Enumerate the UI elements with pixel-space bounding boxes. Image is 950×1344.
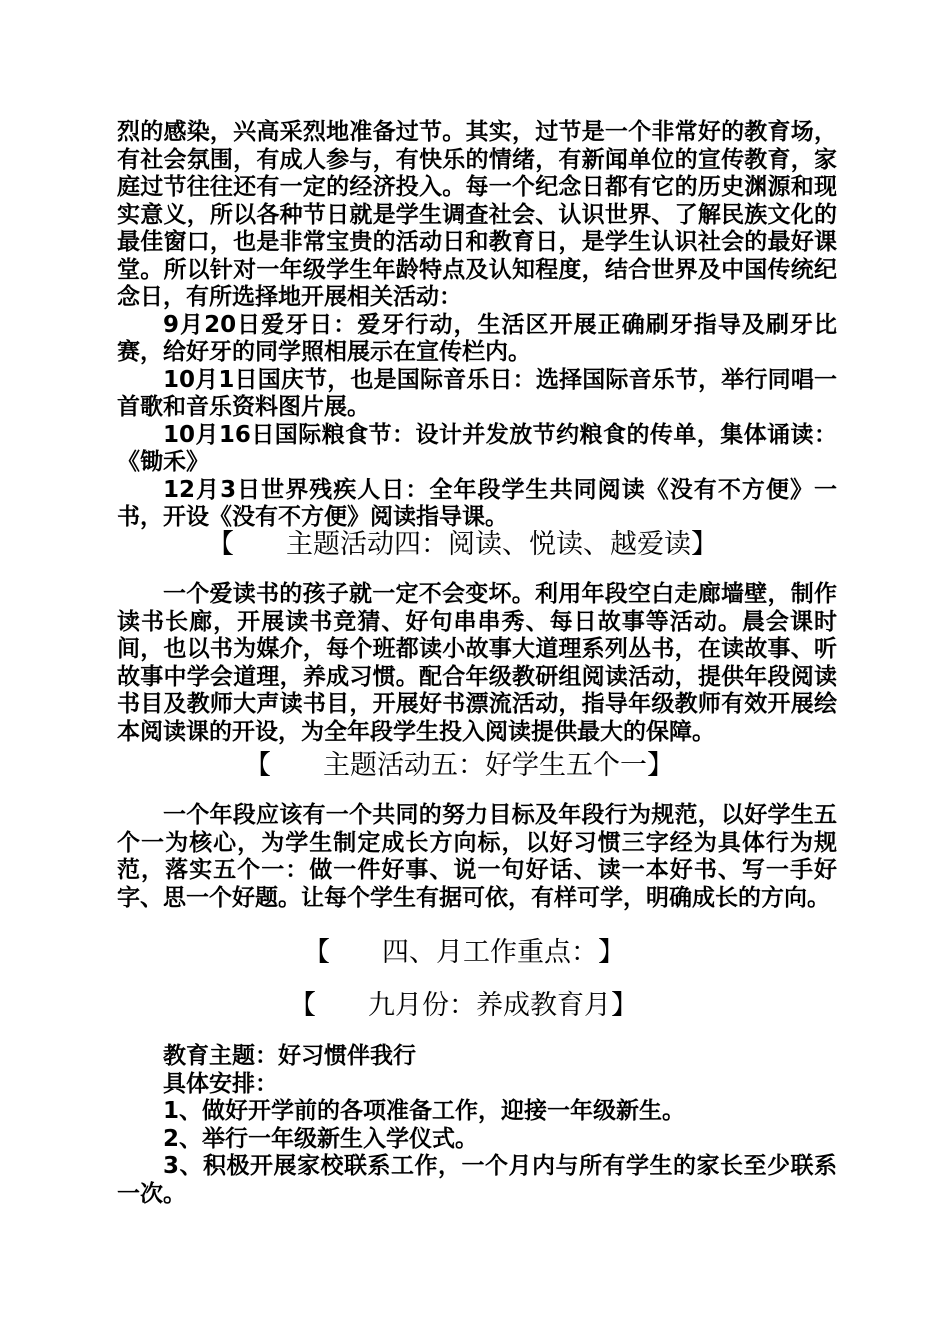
heading-section-4: 【 四、月工作重点：】 xyxy=(303,937,625,968)
plan-step-3: 3、积极开展家校联系工作，一个月内与所有学生的家长至少联系一次。 xyxy=(117,1153,837,1207)
festival-item-1203: 12月3日世界残疾人日：全年段学生共同阅读《没有不方便》一书，开设《没有不方便》阅读指导课。 xyxy=(117,476,837,530)
education-theme: 教育主题：好习惯伴我行 xyxy=(163,1043,416,1069)
intro-paragraph: 烈的感染，兴高采烈地准备过节。其实，过节是一个非常好的教育场，有社会氛围，有成人参与，有快乐的情绪，有新闻单位的宣传教育，家庭过节往往还有一定的经济投入。每一个纪念日都有它的历史渊源和现实意义，所以各种节日就是学生调查社会、认识世界、了解民族文化的最佳窗口，也是非常宝贵的活动日和教育日，是学生认识社会的最好课堂。所以针对一年级学生年龄特点及认知程度，结合世界及中国传统纪念日，有所选择地开展相关活动： xyxy=(117,119,837,310)
heading-activity-4: 【 主题活动四：阅读、悦读、越爱读】 xyxy=(207,529,718,560)
festival-section xyxy=(117,119,837,532)
reading-section xyxy=(117,581,837,746)
heading-activity-4-text: 主题活动四：阅读、悦读、越爱读 xyxy=(286,529,691,560)
festival-item-1016: 10月16日国际粮食节：设计并发放节约粮食的传单，集体诵读：《锄禾》 xyxy=(117,421,837,475)
heading-september: 【 九月份：养成教育月】 xyxy=(289,990,638,1021)
arrangement-label: 具体安排： xyxy=(163,1070,278,1097)
plan-step-1: 1、做好开学前的各项准备工作，迎接一年级新生。 xyxy=(163,1098,686,1124)
festival-item-0920: 9月20日爱牙日：爱牙行动，生活区开展正确刷牙指导及刷牙比赛，给好牙的同学照相展示在宣传栏内。 xyxy=(117,311,837,365)
five-paragraph: 一个年段应该有一个共同的努力目标及年段行为规范，以好学生五个一为核心，为学生制定成长方向标，以好习惯三字经为具体行为规范，落实五个一：做一件好事、说一句好话、读一本好书、写一手好字、思一个好题。让每个学生有据可依，有样可学，明确成长的方向。 xyxy=(117,802,837,911)
heading-activity-5: 【 主题活动五：好学生五个一】 xyxy=(244,750,674,781)
heading-section-4-text: 四、月工作重点： xyxy=(382,937,598,968)
festival-item-1001: 10月1日国庆节，也是国际音乐日：选择国际音乐节，举行同唱一首歌和音乐资料图片展。 xyxy=(117,366,837,420)
heading-activity-5-text: 主题活动五：好学生五个一 xyxy=(323,750,647,781)
reading-paragraph: 一个爱读书的孩子就一定不会变坏。利用年段空白走廊墙壁，制作读书长廊，开展读书竞猜、好句串串秀、每日故事等活动。晨会课时间，也以书为媒介，每个班都读小故事大道理系列丛书，在读故事、听故事中学会道理，养成习惯。配合年级教研组阅读活动，提供年段阅读书目及教师大声读书目，开展好书漂流活动，指导年级教师有效开展绘本阅读课的开设，为全年段学生投入阅读提供最大的保障。 xyxy=(117,581,837,745)
plan-step-2: 2、举行一年级新生入学仪式。 xyxy=(163,1125,479,1152)
september-plan xyxy=(117,1043,837,1208)
heading-september-text: 九月份：养成教育月 xyxy=(368,990,611,1021)
five-section xyxy=(117,802,837,912)
